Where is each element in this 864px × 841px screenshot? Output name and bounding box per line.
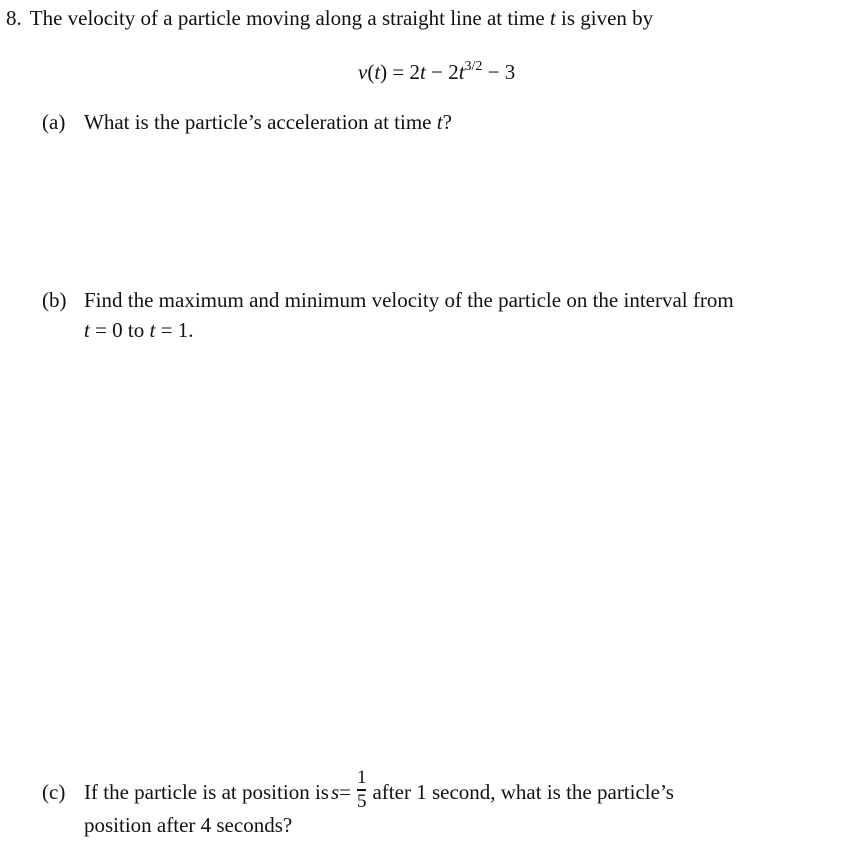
part-a-end: ? bbox=[442, 110, 452, 134]
part-b-var1: t bbox=[84, 318, 90, 342]
part-b-var2: t bbox=[149, 318, 156, 342]
formula-minus: − 2 bbox=[425, 60, 459, 84]
part-c-line2-text: position after 4 seconds? bbox=[84, 813, 293, 837]
formula-t2: t bbox=[458, 60, 465, 84]
part-b-mid2: = 1. bbox=[155, 318, 194, 342]
part-b-label: (b) bbox=[42, 288, 67, 312]
part-c-frac-den: 5 bbox=[356, 790, 367, 812]
formula-t1: t bbox=[420, 60, 426, 84]
part-b-line1 bbox=[42, 290, 734, 311]
formula-open: ( bbox=[367, 60, 375, 84]
formula-tail: − 3 bbox=[482, 60, 516, 84]
part-c-label: (c) bbox=[42, 779, 66, 804]
part-b-mid1: = 0 to bbox=[89, 318, 150, 342]
part-b-text: Find the maximum and minimum velocity of the particle on the interval from bbox=[84, 288, 734, 312]
problem-var-t: t bbox=[549, 6, 556, 30]
part-a-text: What is the particle’s acceleration at time bbox=[84, 110, 437, 134]
part-c-var-s: s bbox=[330, 779, 340, 804]
part-c-eq: = bbox=[339, 779, 351, 804]
part-c-fraction bbox=[357, 768, 367, 811]
formula-close: ) bbox=[380, 60, 388, 84]
formula-t-arg: t bbox=[374, 60, 381, 84]
part-c-line2 bbox=[84, 815, 292, 836]
part-b-line2 bbox=[84, 320, 193, 341]
part-c-frac-num: 1 bbox=[356, 767, 367, 789]
part-c-text-a: If the particle is at position is bbox=[84, 779, 329, 804]
problem-number: 8. bbox=[6, 6, 22, 30]
part-a-var: t bbox=[436, 110, 443, 134]
problem-intro-a: The velocity of a particle moving along a straight line at time bbox=[29, 6, 550, 30]
part-a-label: (a) bbox=[42, 110, 66, 134]
part-c-text-b: after 1 second, what is the particle’s bbox=[372, 779, 674, 804]
problem-statement bbox=[6, 8, 653, 29]
velocity-formula bbox=[358, 59, 516, 84]
part-a bbox=[42, 112, 452, 133]
problem-intro-b: is given by bbox=[555, 6, 654, 30]
formula-v: v bbox=[358, 60, 368, 84]
formula-exponent: 3/2 bbox=[464, 59, 483, 74]
formula-eq: = 2 bbox=[387, 60, 421, 84]
